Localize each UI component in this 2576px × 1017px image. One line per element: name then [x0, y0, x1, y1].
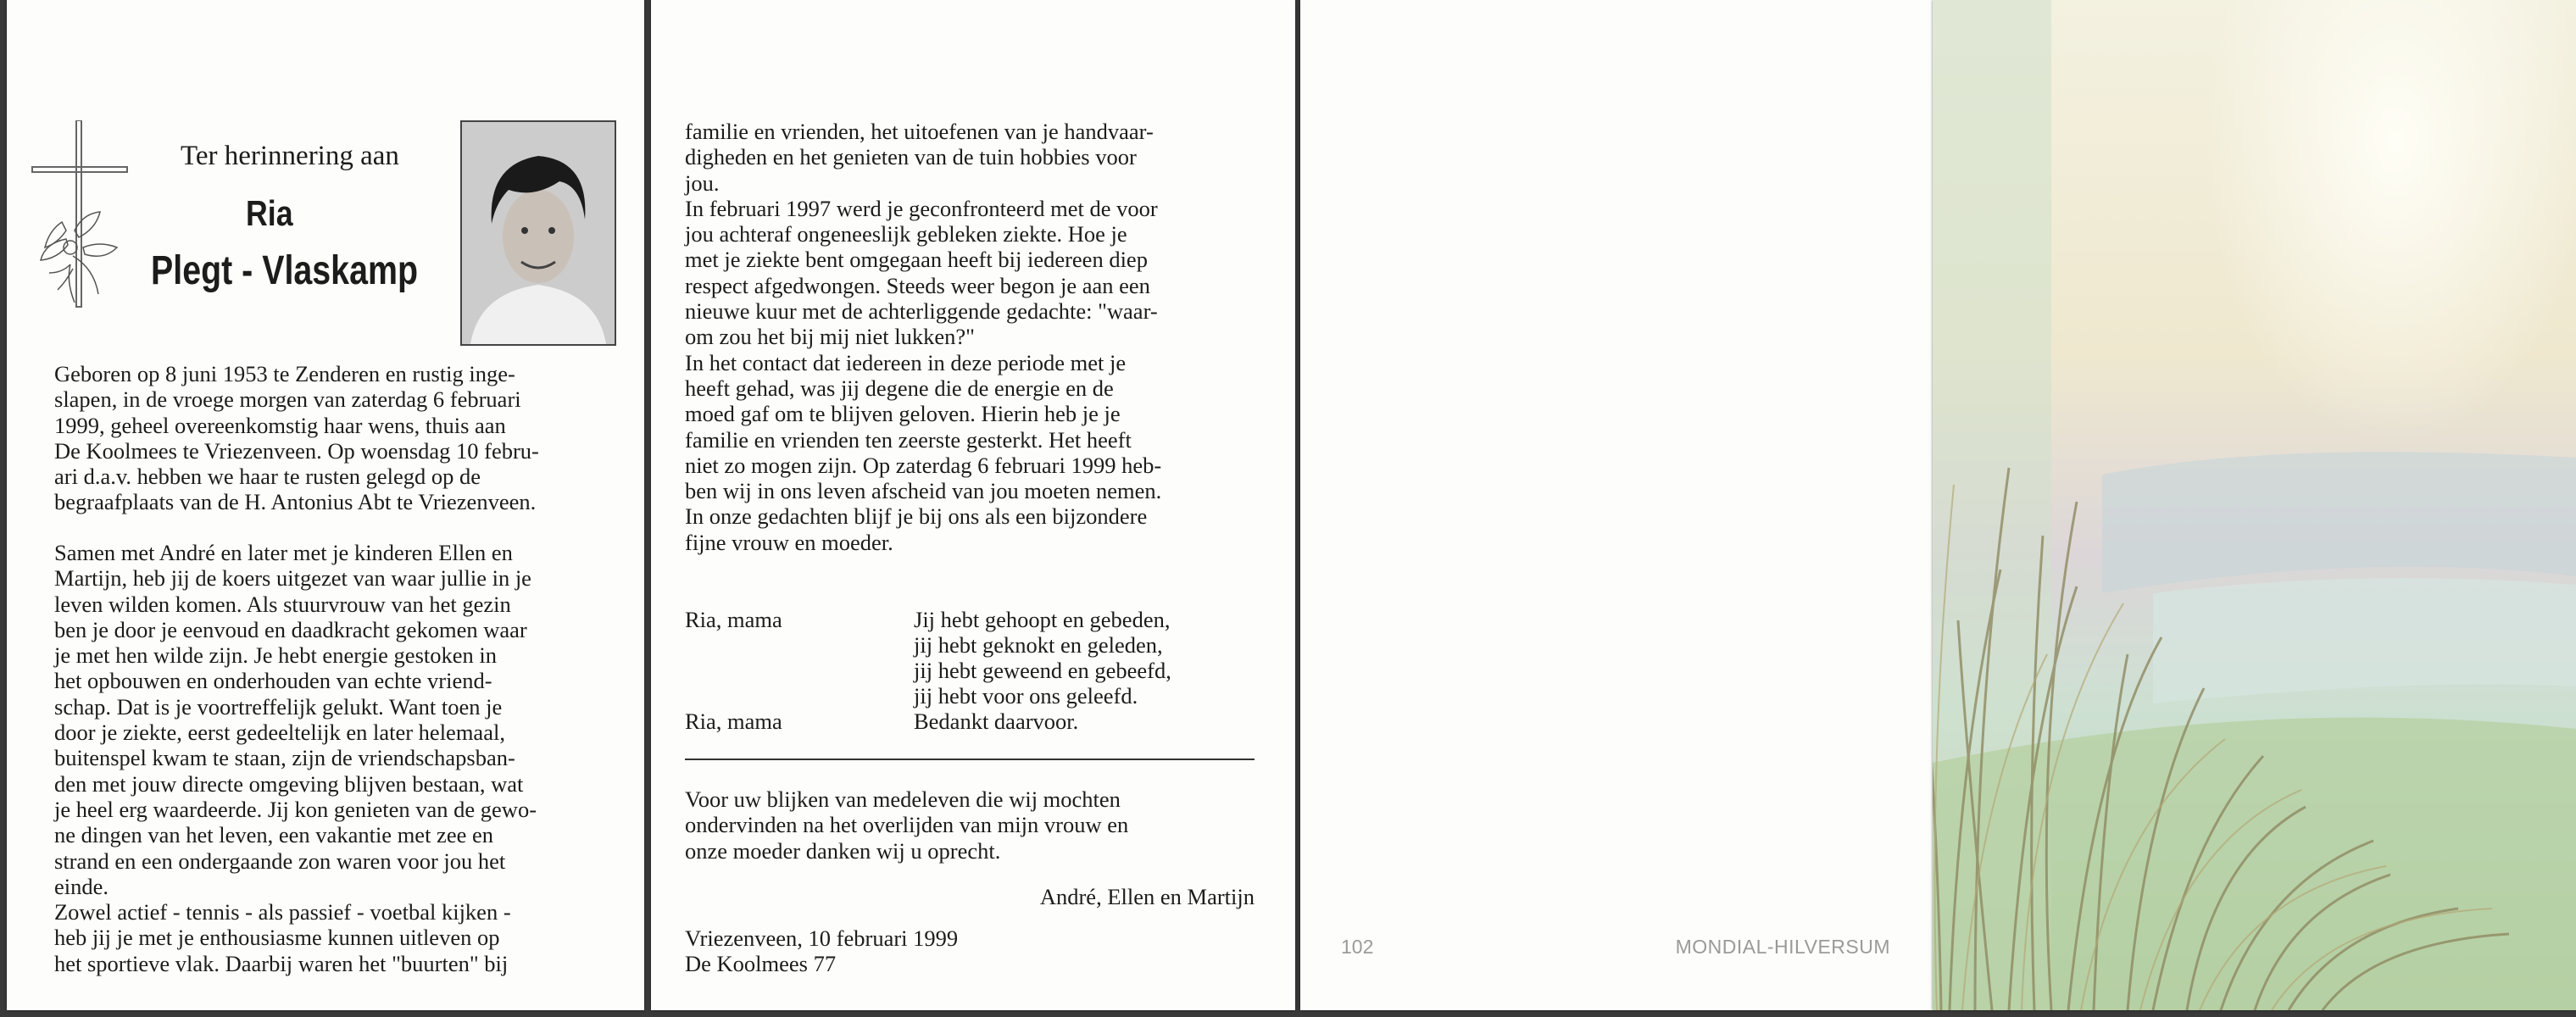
- poem-line: jij hebt geweend en gebeefd,: [914, 658, 1171, 683]
- portrait-photo: [460, 120, 616, 346]
- publisher-brand: MONDIAL-HILVERSUM: [1675, 936, 1890, 958]
- signature: André, Ellen en Martijn: [1039, 884, 1255, 909]
- card-right-page: [651, 0, 1295, 1010]
- dune-grass-watercolor-image: [1933, 0, 2576, 1010]
- heading-in-memory: Ter herinnering aan: [181, 141, 399, 171]
- biography-paragraph-1: Geboren op 8 juni 1953 te Zenderen en rustig inge- slapen, in de vroege morgen van zaterdag 6 februari 1999, geheel overeenkomstig haar wens, thuis aan De Koolmees te Vriezenveen. Op woensdag 10 febru- ari d.a.v. hebben we haar te rusten gelegd op de begraafplaats van de H. Antonius Abt te Vriezenveen.: [54, 361, 539, 515]
- poem-line: Bedankt daarvoor.: [914, 709, 1079, 734]
- poem-line: jij hebt voor ons geleefd.: [914, 683, 1138, 709]
- poem-line: jij hebt geknokt en geleden,: [914, 632, 1163, 658]
- card-front-painting-page: [1933, 0, 2576, 1010]
- deceased-full-surname: Plegt - Vlaskamp: [151, 248, 418, 293]
- deceased-first-name: Ria: [246, 193, 293, 233]
- card-number: 102: [1341, 936, 1374, 958]
- thanks-paragraph: Voor uw blijken van medeleven die wij mochten ondervinden na het overlijden van mijn vrouw en onze moeder danken wij u oprecht.: [685, 786, 1129, 864]
- place-date-address: Vriezenveen, 10 februari 1999 De Koolmees 77: [685, 925, 959, 976]
- poem-address-2: Ria, mama: [685, 709, 782, 734]
- poem-line: Jij hebt gehoopt en gebeden,: [914, 607, 1171, 632]
- card-back-page: [1300, 0, 1933, 1010]
- card-left-page: [7, 0, 644, 1010]
- divider-line: [685, 759, 1255, 760]
- biography-paragraph-3: familie en vrienden, het uitoefenen van je handvaar- digheden en het genieten van de tuin hobbies voor jou. In februari 1997 werd je geconfronteerd met de voor jou achteraf ongeneeslijk gebleken ziekte. Hoe je met je ziekte bent omgegaan heeft bij iedereen diep respect afgedwongen. Steeds weer begon je aan een nieuwe kuur met de achterliggende gedachte: "waar- om zou het bij mij niet lukken?" In het contact dat iedereen in deze periode met je heeft gehad, was jij degene die de energie en de moed gaf om te blijven geloven. Hierin heb je je familie en vrienden ten zeerste gesterkt. Het heeft niet zo mogen zijn. Op zaterdag 6 februari 1999 heb- ben wij in ons leven afscheid van jou moeten nemen. In onze gedachten blijf je bij ons als een bijzondere fijne vrouw en moeder.: [685, 119, 1162, 555]
- poem-address-1: Ria, mama: [685, 607, 782, 632]
- biography-paragraph-2: Samen met André en later met je kinderen Ellen en Martijn, heb jij de koers uitgezet van waar jullie in je leven wilden komen. Als stuurvrouw van het gezin ben je door je eenvoud en daadkracht gekomen waar je met hen wilde zijn. Je hebt energie gestoken in het opbouwen en onderhouden van echte vriend- schap. Dat is je voortreffelijk gelukt. Want toen je door je ziekte, eerst gedeeltelijk en later helemaal, buitenspel kwam te staan, zijn de vriendschapsban- den met jouw directe omgeving blijven bestaan, wat je heel erg waardeerde. Jij kon genieten van de gewo- ne dingen van het leven, een vakantie met zee en strand en een ondergaande zon waren voor jou het einde. Zowel actief - tennis - als passief - voetbal kijken - heb jij je met je enthousiasme kunnen uitleven op het sportieve vlak. Daarbij waren het "buurten" bij: [54, 540, 537, 976]
- portrait-image: [462, 122, 615, 344]
- cross-with-lily-icon: [24, 120, 142, 320]
